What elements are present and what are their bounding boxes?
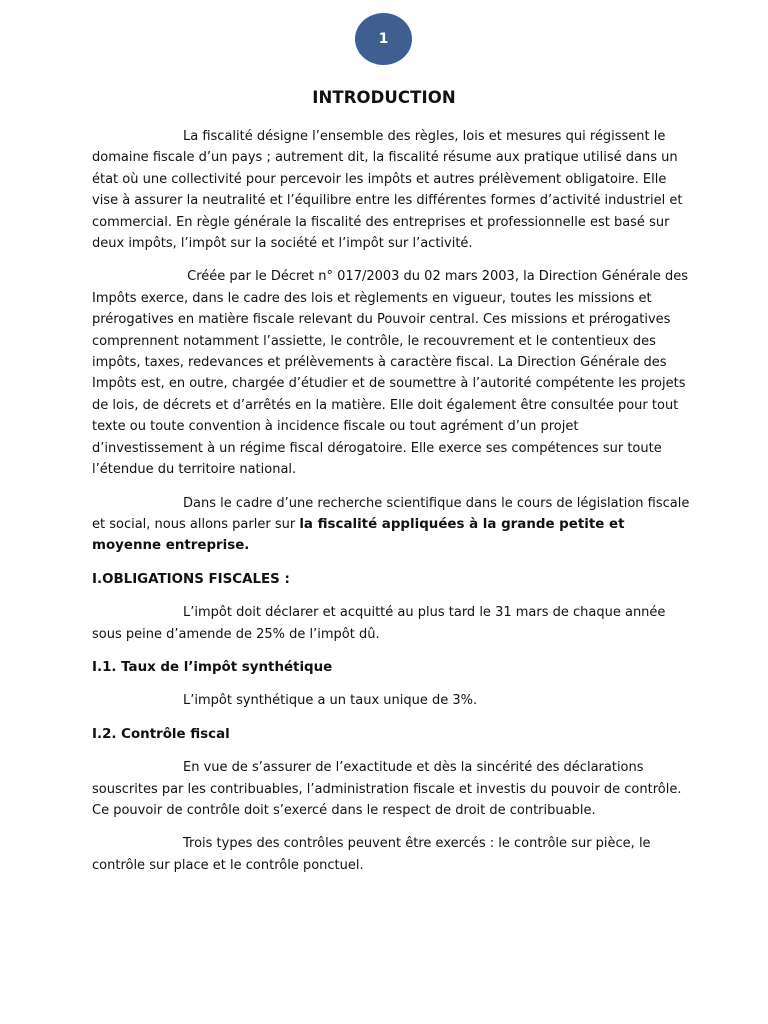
paragraph-deadline — [92, 602, 692, 645]
paragraph-text: L’impôt synthétique a un taux unique de 3%. — [183, 693, 478, 709]
paragraph-rate — [92, 690, 692, 711]
paragraph-text: La fiscalité désigne l’ensemble des règles, lois et mesures qui régissent le domaine fiscale d’un pays ; autrement dit, la fiscalité résume aux pratique utilisé dans un état où une collectivité pour percevoir les impôts et autres prélèvement obligatoire. Elle vise à assurer la neutralité et l’équilibre entre les différentes formes d’activité industriel et commercial. En règle générale la fiscalité des entreprises et professionnelle est basé sur deux impôts, l’impôt sur la société et l’impôt sur l’activité. — [92, 129, 683, 252]
document-body — [92, 126, 692, 888]
heading-rate: I.1. Taux de l’impôt synthétique — [92, 659, 333, 675]
paragraph-control — [92, 757, 692, 821]
heading-obligations: I.OBLIGATIONS FISCALES : — [92, 571, 290, 587]
paragraph-control-types — [92, 833, 692, 876]
paragraph-dgi — [92, 266, 692, 480]
paragraph-research — [92, 493, 692, 557]
page-number: 1 — [378, 31, 389, 47]
heading-control: I.2. Contrôle fiscal — [92, 726, 230, 742]
paragraph-text: Créée par le Décret n° 017/2003 du 02 mars 2003, la Direction Générale des Impôts exerce, dans le cadre des lois et règlements en vigueur, toutes les missions et prérogatives en matière fiscale relevant du Pouvoir central. Ces missions et prérogatives comprennent notamment l’assiette, le contrôle, le recouvrement et le contentieux des impôts, taxes, redevances et prélèvements à caractère fiscal. La Direction Générale des Impôts est, en outre, chargée d’étudier et de soumettre à l’autorité compétente les projets de lois, de décrets et d’arrêtés en la matière. Elle doit également être consultée pour tout texte ou toute convention à incidence fiscale ou tout agrément d’un projet d’investissement à un régime fiscal dérogatoire. Elle exerce ses compétences sur toute l’étendue du territoire national. — [92, 269, 689, 478]
paragraph-text: En vue de s’assurer de l’exactitude et dès la sincérité des déclarations souscrites par les contribuables, l’administration fiscale et investis du pouvoir de contrôle. Ce pouvoir de contrôle doit s’exercé dans le respect de droit de contribuable. — [92, 760, 682, 818]
page-number-badge — [355, 13, 412, 65]
page-title: INTRODUCTION — [312, 88, 456, 107]
paragraph-text: Trois types des contrôles peuvent être exercés : le contrôle sur pièce, le contrôle sur place et le contrôle ponctuel. — [92, 836, 651, 873]
paragraph-text: L’impôt doit déclarer et acquitté au plus tard le 31 mars de chaque année sous peine d’amende de 25% de l’impôt dû. — [92, 605, 666, 642]
paragraph-text: Dans le cadre d’une recherche scientifique dans le cours de législation fiscale et social, nous allons parler sur — [92, 495, 690, 532]
paragraph-definition — [92, 126, 692, 254]
paragraph-emphasis: la fiscalité appliquées à la grande petite et moyenne entreprise. — [92, 516, 625, 554]
